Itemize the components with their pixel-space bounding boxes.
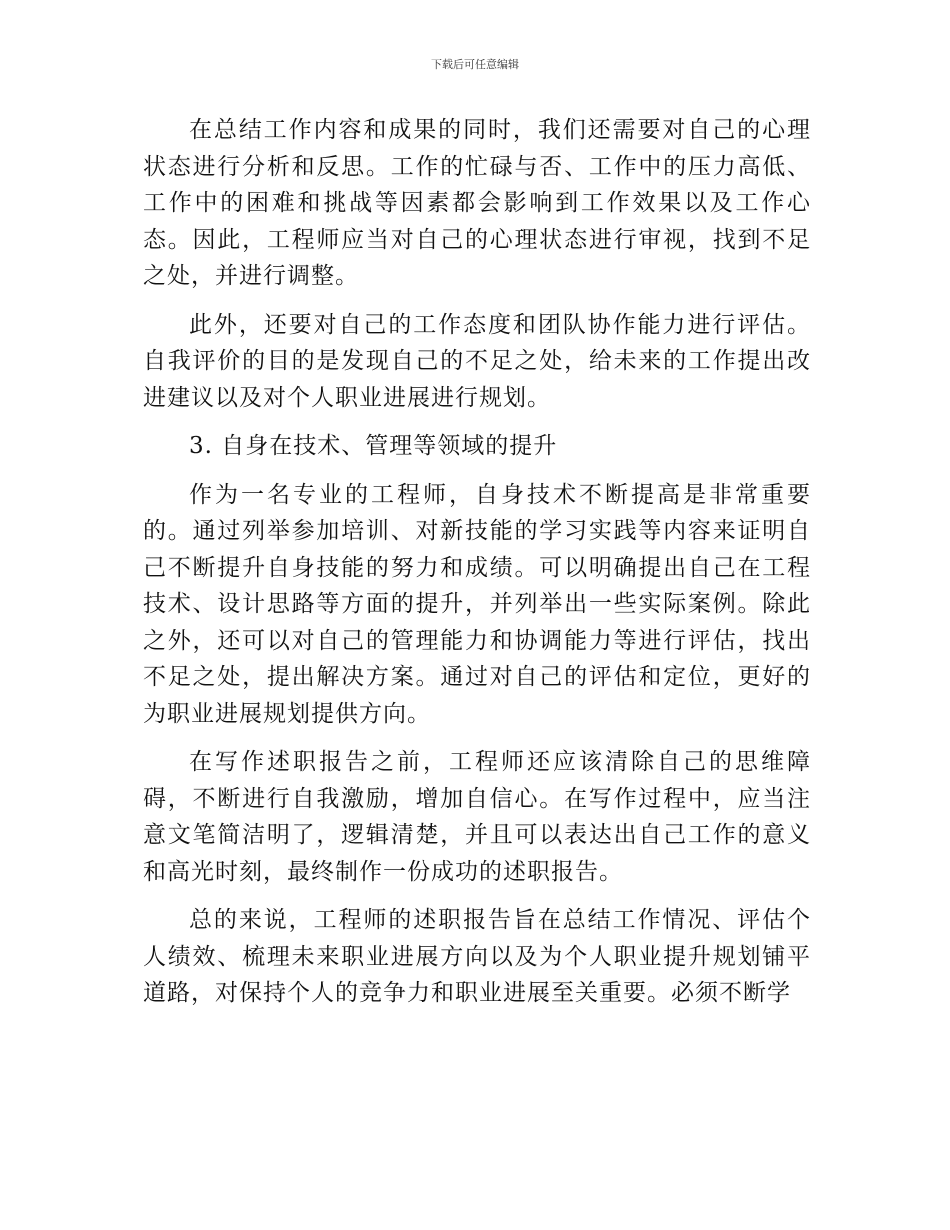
section-heading: 3. 自身在技术、管理等领域的提升	[189, 433, 558, 459]
page-header-note: 下载后可任意编辑	[431, 58, 519, 71]
paragraph-psychology: 在总结工作内容和成果的同时，我们还需要对自己的心理状态进行分析和反思。工作的忙碌与否、工作中的压力高低、工作中的困难和挑战等因素都会影响到工作效果以及工作心态。因此，工程师应当对自己的心理状态进行审视，找到不足之处，并进行调整。	[143, 117, 811, 289]
paragraph-writing: 在写作述职报告之前，工程师还应该清除自己的思维障碍，不断进行自我激励，增加自信心。在写作过程中，应当注意文笔简洁明了，逻辑清楚，并且可以表达出自己工作的意义和高光时刻，最终制作一份成功的述职报告。	[143, 749, 811, 885]
document-body	[143, 112, 811, 1024]
paragraph-skills: 作为一名专业的工程师，自身技术不断提高是非常重要的。通过列举参加培训、对新技能的学习实践等内容来证明自己不断提升自身技能的努力和成绩。可以明确提出自己在工程技术、设计思路等方面的提升，并列举出一些实际案例。除此之外，还可以对自己的管理能力和协调能力等进行评估，找出不足之处，提出解决方案。通过对自己的评估和定位，更好的为职业进展规划提供方向。	[143, 481, 811, 727]
paragraph-summary: 总的来说，工程师的述职报告旨在总结工作情况、评估个人绩效、梳理未来职业进展方向以及为个人职业提升规划铺平道路，对保持个人的竞争力和职业进展至关重要。必须不断学	[143, 907, 811, 1006]
paragraph-attitude: 此外，还要对自己的工作态度和团队协作能力进行评估。自我评价的目的是发现自己的不足之处，给未来的工作提出改进建议以及对个人职业进展进行规划。	[143, 311, 811, 411]
